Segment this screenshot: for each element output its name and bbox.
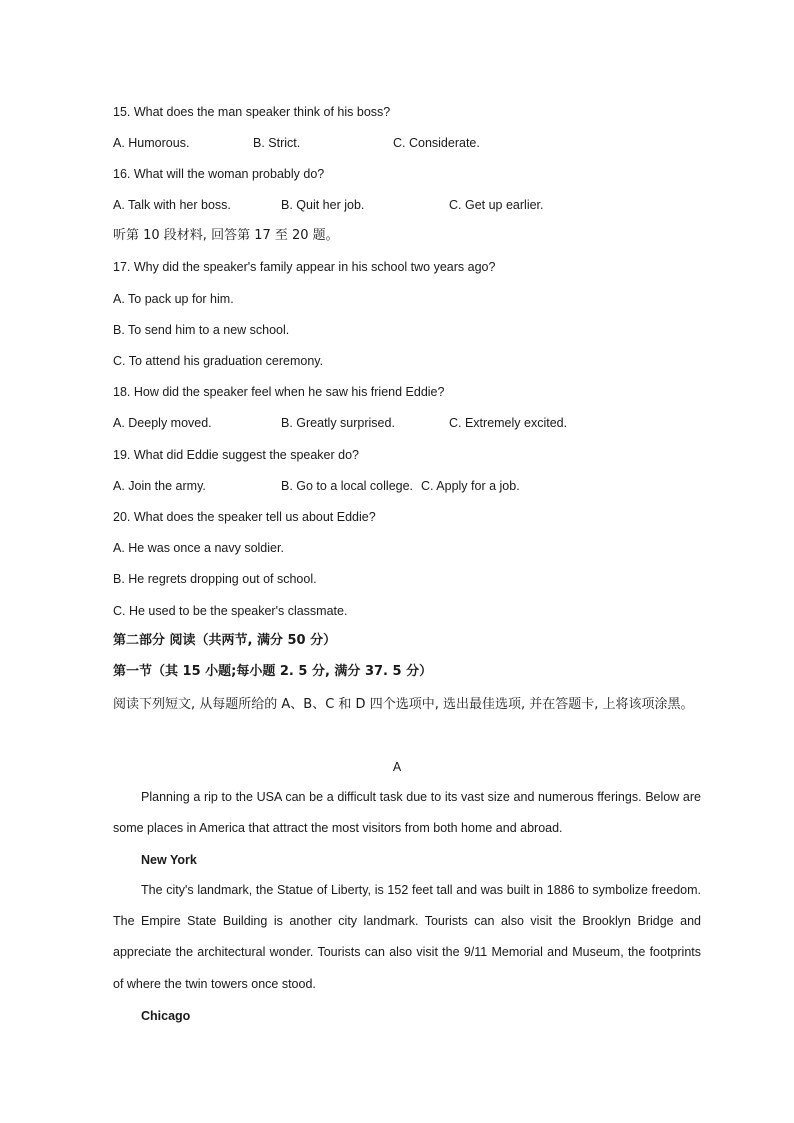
question-20-stem: 20. What does the speaker tell us about Eddie?	[113, 510, 376, 524]
chicago-heading: Chicago	[141, 1009, 191, 1023]
q20-option-b: B. He regrets dropping out of school.	[113, 572, 317, 586]
question-17-stem: 17. Why did the speaker's family appear in his school two years ago?	[113, 260, 496, 274]
q15-option-c: C. Considerate.	[393, 136, 480, 150]
q20-option-c: C. He used to be the speaker's classmate.	[113, 604, 348, 618]
q16-option-c: C. Get up earlier.	[449, 198, 544, 212]
question-19-stem: 19. What did Eddie suggest the speaker do?	[113, 448, 359, 462]
question-18-stem: 18. How did the speaker feel when he saw his friend Eddie?	[113, 385, 445, 399]
part-2-heading: 第二部分 阅读（共两节, 满分 50 分）	[113, 633, 337, 648]
section-10-instruction: 听第 10 段材料, 回答第 17 至 20 题。	[113, 228, 339, 243]
q15-option-b: B. Strict.	[253, 136, 301, 150]
q16-option-a: A. Talk with her boss.	[113, 198, 231, 212]
q16-option-b: B. Quit her job.	[281, 198, 365, 212]
q17-option-a: A. To pack up for him.	[113, 292, 234, 306]
q19-option-a: A. Join the army.	[113, 479, 206, 493]
new-york-heading: New York	[141, 853, 197, 867]
q17-option-c: C. To attend his graduation ceremony.	[113, 354, 324, 368]
q18-option-a: A. Deeply moved.	[113, 416, 212, 430]
passage-letter: A	[392, 760, 402, 774]
q19-option-c: C. Apply for a job.	[421, 479, 520, 493]
q17-option-b: B. To send him to a new school.	[113, 323, 290, 337]
reading-instruction: 阅读下列短文, 从每题所给的 A、B、C 和 D 四个选项中, 选出最佳选项, 并在答题卡, 上将该项涂黑。	[113, 697, 694, 712]
q18-option-b: B. Greatly surprised.	[281, 416, 395, 430]
q20-option-a: A. He was once a navy soldier.	[113, 541, 284, 555]
passage-intro: Planning a rip to the USA can be a difficult task due to its vast size and numerous fferings. Below are some places in America that attract the most visitors from both home and abroad.	[113, 790, 701, 836]
q15-option-a: A. Humorous.	[113, 136, 190, 150]
q19-option-b: B. Go to a local college.	[281, 479, 414, 493]
question-16-stem: 16. What will the woman probably do?	[113, 167, 325, 181]
question-15-stem: 15. What does the man speaker think of his boss?	[113, 105, 391, 119]
q18-option-c: C. Extremely excited.	[449, 416, 568, 430]
section-1-heading: 第一节（其 15 小题;每小题 2. 5 分, 满分 37. 5 分）	[113, 664, 433, 679]
new-york-paragraph: The city's landmark, the Statue of Liberty, is 152 feet tall and was built in 1886 to symbolize freedom. The Empire State Building is another city landmark. Tourists can also visit the Brooklyn Bridge and appreciate the architectural wonder. Tourists can also visit the 9/11 Memorial and Museum, the footprints of where the twin towers once stood.	[113, 883, 701, 991]
